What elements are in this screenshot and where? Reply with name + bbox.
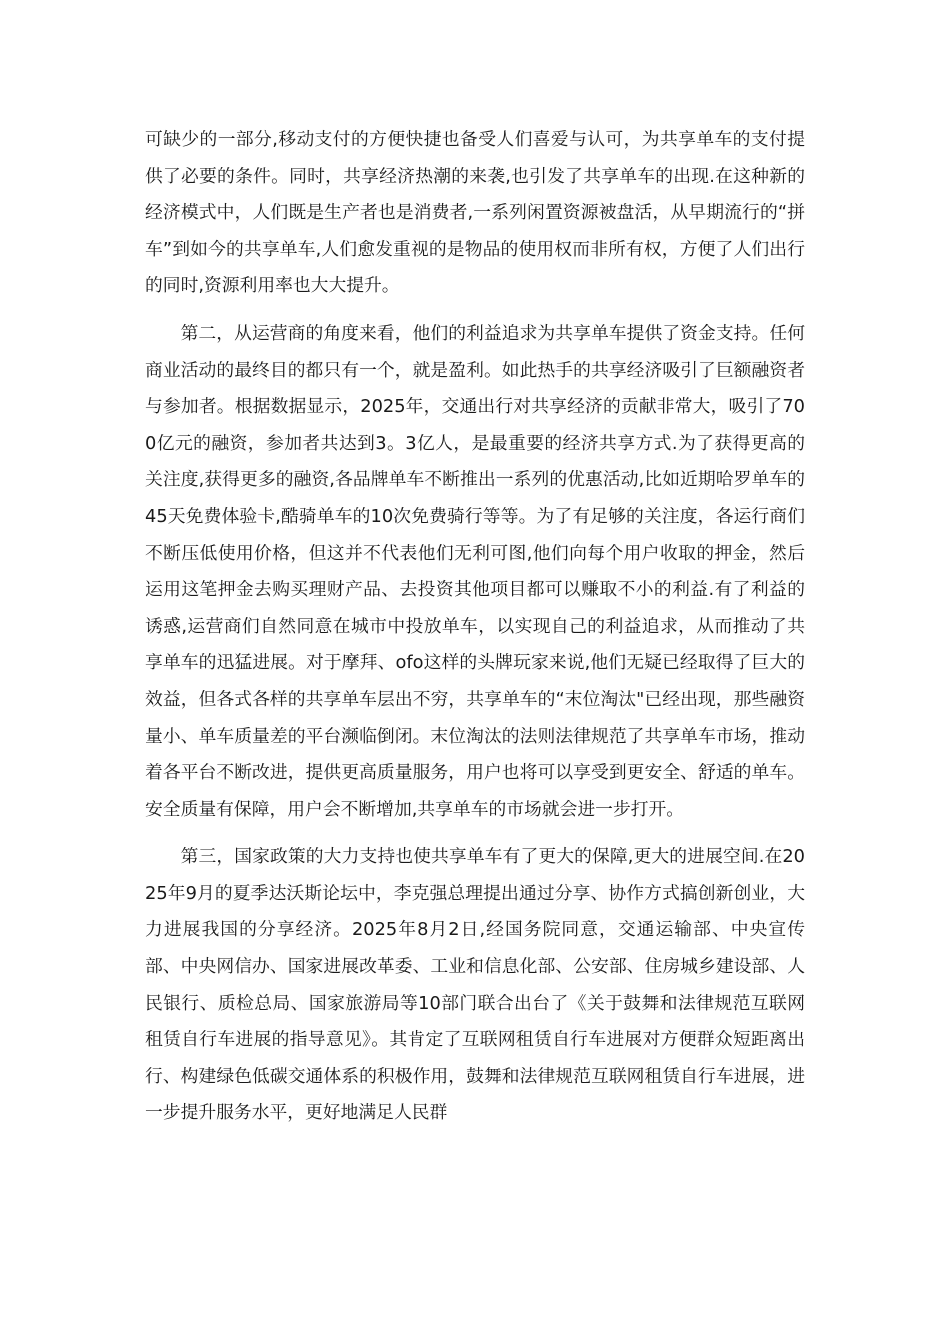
document-body <box>145 122 805 1132</box>
paragraph-spacing <box>145 305 805 316</box>
paragraph-2: 第二，从运营商的角度来看，他们的利益追求为共享单车提供了资金支持。任何商业活动的最终目的都只有一个，就是盈利。如此热手的共享经济吸引了巨额融资者与参加者。根据数据显示，2025年，交通出行对共享经济的贡献非常大，吸引了700亿元的融资，参加者共达到3。3亿人，是最重要的经济共享方式.为了获得更高的关注度,获得更多的融资,各品牌单车不断推出一系列的优惠活动,比如近期哈罗单车的45天免费体验卡,酷骑单车的10次免费骑行等等。为了有足够的关注度，各运行商们不断压低使用价格，但这并不代表他们无利可图,他们向每个用户收取的押金，然后运用这笔押金去购买理财产品、去投资其他项目都可以赚取不小的利益.有了利益的诱惑,运营商们自然同意在城市中投放单车，以实现自己的利益追求，从而推动了共享单车的迅猛进展。对于摩拜、ofo这样的头牌玩家来说,他们无疑已经取得了巨大的效益，但各式各样的共享单车层出不穷，共享单车的“末位淘汰"已经出现，那些融资量小、单车质量差的平台濒临倒闭。末位淘汰的法则法律规范了共享单车市场，推动着各平台不断改进，提供更高质量服务，用户也将可以享受到更安全、舒适的单车。安全质量有保障，用户会不断增加,共享单车的市场就会进一步打开。 <box>145 322 805 820</box>
paragraph-spacing <box>145 828 805 839</box>
paragraph-1: 可缺少的一部分,移动支付的方便快捷也备受人们喜爱与认可，为共享单车的支付提供了必要的条件。同时，共享经济热潮的来袭,也引发了共享单车的出现.在这种新的经济模式中，人们既是生产者也是消费者,一系列闲置资源被盘活，从早期流行的“拼车”到如今的共享单车,人们愈发重视的是物品的使用权而非所有权，方便了人们出行的同时,资源利用率也大大提升。 <box>145 129 805 297</box>
paragraph-3: 第三，国家政策的大力支持也使共享单车有了更大的保障,更大的进展空间.在2025年9月的夏季达沃斯论坛中，李克强总理提出通过分享、协作方式搞创新创业，大力进展我国的分享经济。2025年8月2日,经国务院同意，交通运输部、中央宣传部、中央网信办、国家进展改革委、工业和信息化部、公安部、住房城乡建设部、人民银行、质检总局、国家旅游局等10部门联合出台了《关于鼓舞和法律规范互联网租赁自行车进展的指导意见》。其肯定了互联网租赁自行车进展对方便群众短距离出行、构建绿色低碳交通体系的积极作用，鼓舞和法律规范互联网租赁自行车进展，进一步提升服务水平，更好地满足人民群 <box>145 846 805 1124</box>
